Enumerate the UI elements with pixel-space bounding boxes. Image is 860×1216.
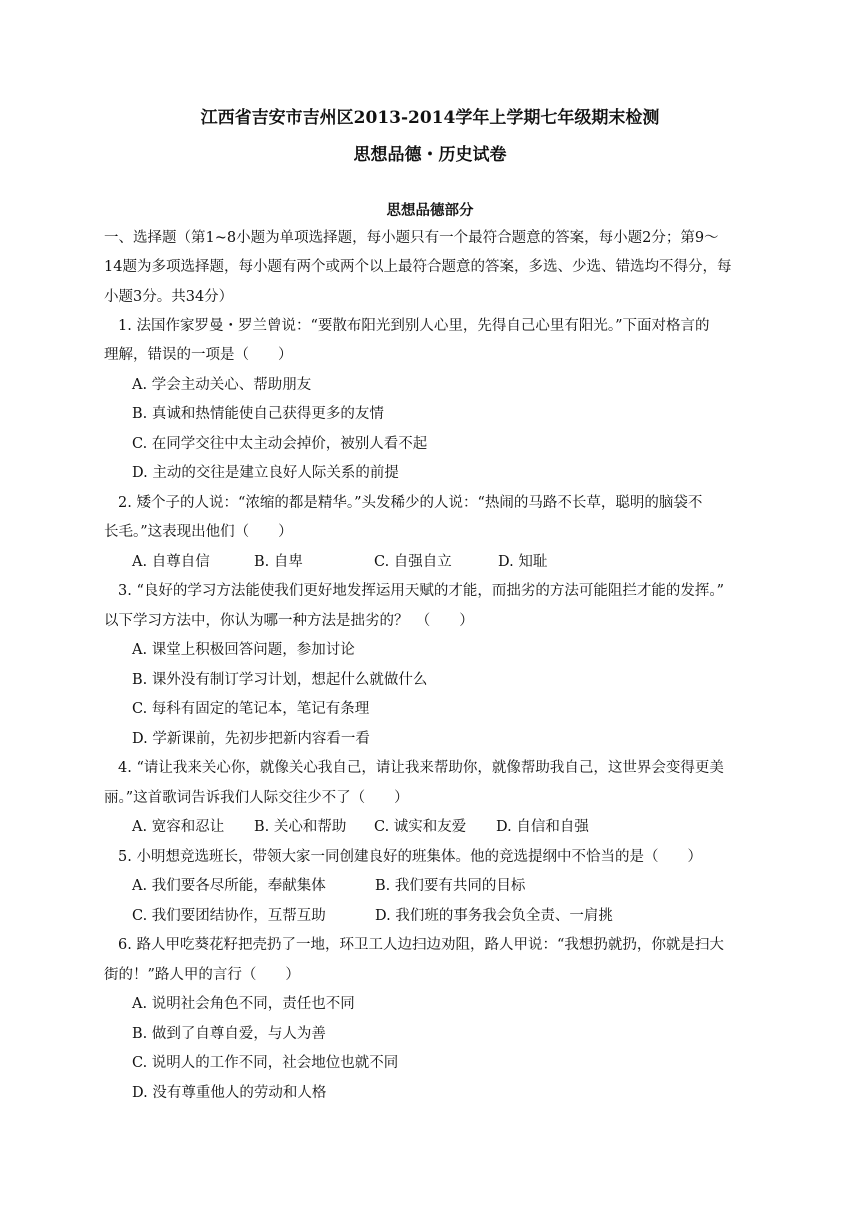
question-4-option-a: A. 宽容和忍让 xyxy=(132,819,225,835)
question-1-option-b: B. 真诚和热情能使自己获得更多的友情 xyxy=(132,406,384,422)
question-1-option-c: C. 在同学交往中太主动会掉价，被别人看不起 xyxy=(132,436,428,452)
question-3-option-c: C. 每科有固定的笔记本，笔记有条理 xyxy=(132,701,370,717)
question-5-line-1: 5. 小明想竞选班长，带领大家一同创建良好的班集体。他的竞选提纲中不恰当的是（ ） xyxy=(118,849,702,865)
question-3-line-2: 以下学习方法中，你认为哪一种方法是拙劣的？ （ ） xyxy=(104,613,474,629)
question-1-option-a: A. 学会主动关心、帮助朋友 xyxy=(132,377,312,393)
page-subtitle: 思想品德・历史试卷 xyxy=(353,145,507,165)
question-6-option-c: C. 说明人的工作不同，社会地位也就不同 xyxy=(132,1055,399,1071)
question-5-option-c: C. 我们要团结协作，互帮互助 xyxy=(132,908,326,924)
question-3-option-b: B. 课外没有制订学习计划，想起什么就做什么 xyxy=(132,672,428,688)
question-4-line-2: 丽。”这首歌词告诉我们人际交往少不了（ ） xyxy=(104,790,409,806)
question-5-options-row-2 xyxy=(132,906,613,926)
question-4-options xyxy=(132,817,589,837)
question-5-option-d: D. 我们班的事务我会负全责、一肩挑 xyxy=(375,908,613,924)
question-6-option-b: B. 做到了自尊自爱，与人为善 xyxy=(132,1026,326,1042)
page-title: 江西省吉安市吉州区2013-2014学年上学期七年级期末检测 xyxy=(200,108,660,128)
question-4-option-b: B. 关心和帮助 xyxy=(254,819,347,835)
question-3-line-1: 3. “良好的学习方法能使我们更好地发挥运用天赋的才能，而拙劣的方法可能阻拦才能的发挥。” xyxy=(118,583,725,599)
question-2-option-a: A. 自尊自信 xyxy=(132,554,210,570)
question-2-line-2: 长毛。”这表现出他们（ ） xyxy=(104,524,293,540)
question-5-option-b: B. 我们要有共同的目标 xyxy=(375,878,526,894)
question-6-option-d: D. 没有尊重他人的劳动和人格 xyxy=(132,1085,327,1101)
question-1-line-1: 1. 法国作家罗曼・罗兰曾说：“要散布阳光到别人心里，先得自己心里有阳光。”下面对格言的 xyxy=(118,318,710,334)
instructions-line-2: 14题为多项选择题，每小题有两个或两个以上最符合题意的答案，多选、少选、错选均不得分，每 xyxy=(104,259,732,275)
question-5-options-row-1 xyxy=(132,876,525,896)
question-5-option-a: A. 我们要各尽所能，奉献集体 xyxy=(132,878,326,894)
question-6-line-1: 6. 路人甲吃葵花籽把壳扔了一地，环卫工人边扫边劝阻，路人甲说：“我想扔就扔，你就是扫大 xyxy=(118,937,724,953)
question-1-line-2: 理解，错误的一项是（ ） xyxy=(104,347,293,363)
question-3-option-d: D. 学新课前，先初步把新内容看一看 xyxy=(132,731,370,747)
question-2-option-d: D. 知耻 xyxy=(498,554,548,570)
question-2-line-1: 2. 矮个子的人说：“浓缩的都是精华。”头发稀少的人说：“热闹的马路不长草，聪明的脑袋不 xyxy=(118,495,703,511)
question-4-line-1: 4. “请让我来关心你，就像关心我自己，请让我来帮助你，就像帮助我自己，这世界会变得更美 xyxy=(118,760,724,776)
section-title: 思想品德部分 xyxy=(386,202,474,219)
question-2-option-b: B. 自卑 xyxy=(254,554,303,570)
question-2-options xyxy=(132,552,547,572)
question-4-option-d: D. 自信和自强 xyxy=(496,819,589,835)
question-2-option-c: C. 自强自立 xyxy=(374,554,452,570)
question-6-line-2: 街的！”路人甲的言行（ ） xyxy=(104,967,300,983)
question-6-option-a: A. 说明社会角色不同，责任也不同 xyxy=(132,996,355,1012)
instructions-line-1: 一、选择题（第1~8小题为单项选择题，每小题只有一个最符合题意的答案，每小题2分；第9～ xyxy=(104,230,719,246)
question-4-option-c: C. 诚实和友爱 xyxy=(374,819,467,835)
question-1-option-d: D. 主动的交往是建立良好人际关系的前提 xyxy=(132,465,399,481)
instructions-line-3: 小题3分。共34分） xyxy=(104,289,234,305)
question-3-option-a: A. 课堂上积极回答问题，参加讨论 xyxy=(132,642,355,658)
